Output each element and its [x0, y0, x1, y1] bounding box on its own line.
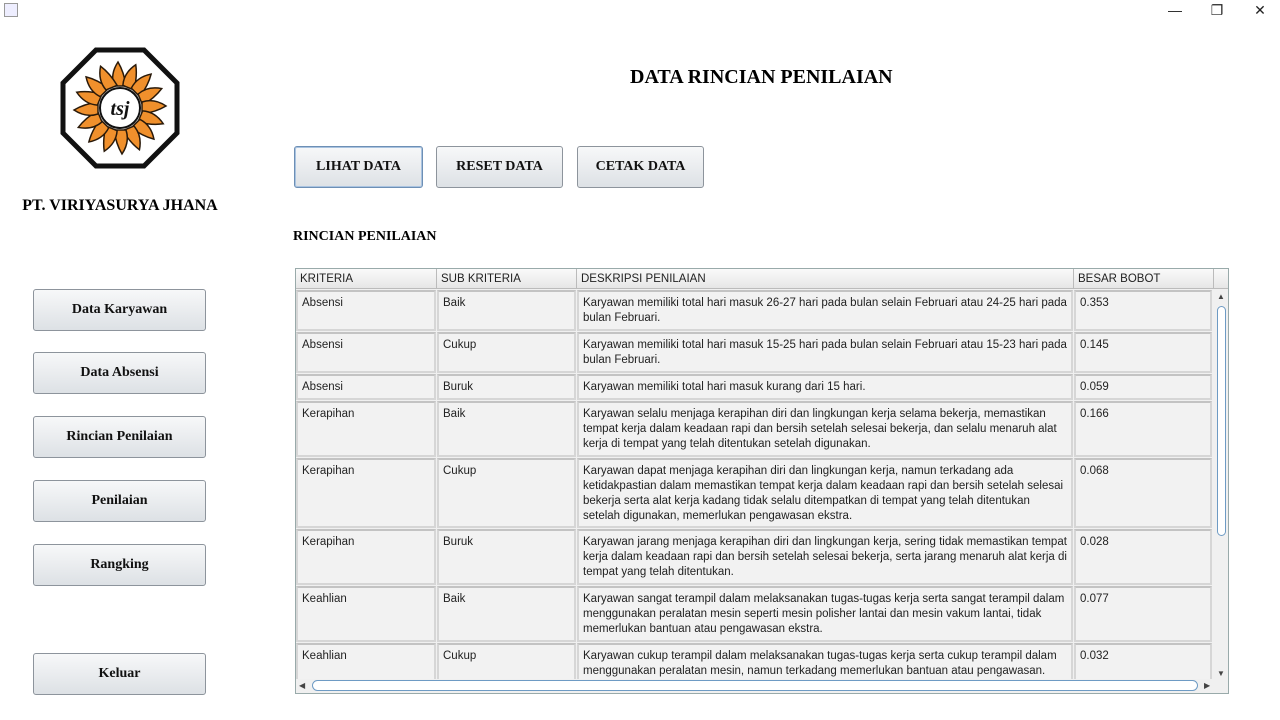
- page-title: DATA RINCIAN PENILAIAN: [630, 66, 893, 88]
- table-body: [296, 290, 1214, 680]
- table-row[interactable]: [296, 586, 1214, 642]
- criteria-table: [295, 268, 1229, 694]
- cell-sub-kriteria[interactable]: Baik: [437, 290, 576, 331]
- svg-text:tsj: tsj: [110, 98, 130, 120]
- column-header-sub-kriteria[interactable]: SUB KRITERIA: [437, 269, 577, 288]
- column-header-deskripsi[interactable]: DESKRIPSI PENILAIAN: [577, 269, 1074, 288]
- minimize-button[interactable]: —: [1168, 2, 1182, 18]
- cell-bobot[interactable]: 0.353: [1074, 290, 1212, 331]
- scroll-down-icon[interactable]: ▼: [1217, 669, 1225, 678]
- cell-sub-kriteria[interactable]: Cukup: [437, 332, 576, 373]
- column-header-kriteria[interactable]: KRITERIA: [296, 269, 437, 288]
- cell-bobot[interactable]: 0.059: [1074, 374, 1212, 400]
- cell-kriteria[interactable]: Absensi: [296, 332, 436, 373]
- cell-kriteria[interactable]: Absensi: [296, 290, 436, 331]
- cell-bobot[interactable]: 0.166: [1074, 401, 1212, 457]
- cell-deskripsi[interactable]: Karyawan jarang menjaga kerapihan diri dan lingkungan kerja, sering tidak memastikan tempat kerja dalam keadaan rapi dan bersih setelah selesai bekerja, serta jarang menaruh alat kerja di tempat yang telah ditentukan.: [577, 529, 1073, 585]
- table-row[interactable]: [296, 401, 1214, 457]
- table-row[interactable]: [296, 529, 1214, 585]
- vertical-scroll-thumb[interactable]: [1217, 306, 1226, 536]
- scroll-up-icon[interactable]: ▲: [1217, 292, 1225, 301]
- column-header-bobot[interactable]: BESAR BOBOT: [1074, 269, 1214, 288]
- cell-kriteria[interactable]: Kerapihan: [296, 401, 436, 457]
- sidebar-item-data-absensi[interactable]: Data Absensi: [33, 352, 206, 394]
- cell-bobot[interactable]: 0.032: [1074, 643, 1212, 680]
- table-row[interactable]: [296, 643, 1214, 680]
- scroll-right-icon[interactable]: ▶: [1204, 681, 1211, 690]
- table-header: [296, 269, 1228, 289]
- sidebar-item-rangking[interactable]: Rangking: [33, 544, 206, 586]
- cell-deskripsi[interactable]: Karyawan memiliki total hari masuk 26-27 hari pada bulan selain Februari atau 24-25 hari pada bulan Februari.: [577, 290, 1073, 331]
- cell-sub-kriteria[interactable]: Buruk: [437, 529, 576, 585]
- table-row[interactable]: [296, 374, 1214, 400]
- vertical-scrollbar[interactable]: [1214, 290, 1228, 680]
- cell-deskripsi[interactable]: Karyawan sangat terampil dalam melaksanakan tugas-tugas kerja serta sangat terampil dalam menggunakan peralatan mesin seperti mesin polisher lantai dan mesin vakum lantai, tidak memerlukan bantuan atau pengawasan ekstra.: [577, 586, 1073, 642]
- view-data-button[interactable]: LIHAT DATA: [294, 146, 423, 188]
- cell-deskripsi[interactable]: Karyawan memiliki total hari masuk 15-25 hari pada bulan selain Februari atau 15-23 hari pada bulan Februari.: [577, 332, 1073, 373]
- cell-sub-kriteria[interactable]: Baik: [437, 401, 576, 457]
- cell-sub-kriteria[interactable]: Cukup: [437, 458, 576, 528]
- sidebar-item-data-karyawan[interactable]: Data Karyawan: [33, 289, 206, 331]
- reset-data-button[interactable]: RESET DATA: [436, 146, 563, 188]
- cell-kriteria[interactable]: Kerapihan: [296, 458, 436, 528]
- scroll-left-icon[interactable]: ◀: [299, 681, 306, 690]
- java-app-icon: [4, 3, 18, 17]
- cell-sub-kriteria[interactable]: Baik: [437, 586, 576, 642]
- table-row[interactable]: [296, 332, 1214, 373]
- cell-kriteria[interactable]: Absensi: [296, 374, 436, 400]
- cell-deskripsi[interactable]: Karyawan dapat menjaga kerapihan diri dan lingkungan kerja, namun terkadang ada ketidakpastian dalam memastikan tempat kerja dalam keadaan rapi dan bersih setelah selesai bekerja serta alat kerja kadang tidak selalu ditempatkan di tempat yang telah ditentukan setelah digunakan, memerlukan pengawasan ekstra.: [577, 458, 1073, 528]
- close-button[interactable]: ✕: [1254, 2, 1266, 18]
- sidebar-item-penilaian[interactable]: Penilaian: [33, 480, 206, 522]
- cell-kriteria[interactable]: Kerapihan: [296, 529, 436, 585]
- cell-bobot[interactable]: 0.145: [1074, 332, 1212, 373]
- table-row[interactable]: [296, 458, 1214, 528]
- cell-kriteria[interactable]: Keahlian: [296, 643, 436, 680]
- cell-bobot[interactable]: 0.068: [1074, 458, 1212, 528]
- section-title: RINCIAN PENILAIAN: [293, 229, 437, 244]
- horizontal-scrollbar[interactable]: [296, 679, 1228, 693]
- cell-sub-kriteria[interactable]: Buruk: [437, 374, 576, 400]
- cell-kriteria[interactable]: Keahlian: [296, 586, 436, 642]
- cell-bobot[interactable]: 0.028: [1074, 529, 1212, 585]
- table-row[interactable]: [296, 290, 1214, 331]
- cell-deskripsi[interactable]: Karyawan selalu menjaga kerapihan diri dan lingkungan kerja selama bekerja, memastikan tempat kerja dalam keadaan rapi dan bersih setelah selesai bekerja, dan selalu menaruh alat kerja di tempat yang telah ditentukan setelah digunakan.: [577, 401, 1073, 457]
- company-name: PT. VIRIYASURYA JHANA: [22, 197, 218, 214]
- cell-bobot[interactable]: 0.077: [1074, 586, 1212, 642]
- restore-button[interactable]: ❐: [1210, 2, 1224, 18]
- sidebar-item-rincian-penilaian[interactable]: Rincian Penilaian: [33, 416, 206, 458]
- company-logo: [60, 47, 180, 169]
- print-data-button[interactable]: CETAK DATA: [577, 146, 704, 188]
- cell-sub-kriteria[interactable]: Cukup: [437, 643, 576, 680]
- cell-deskripsi[interactable]: Karyawan memiliki total hari masuk kurang dari 15 hari.: [577, 374, 1073, 400]
- horizontal-scroll-thumb[interactable]: [312, 680, 1198, 691]
- logout-button[interactable]: Keluar: [33, 653, 206, 695]
- cell-deskripsi[interactable]: Karyawan cukup terampil dalam melaksanakan tugas-tugas kerja serta cukup terampil dalam menggunakan peralatan mesin, namun terkadang memerlukan bantuan atau pengawasan.: [577, 643, 1073, 680]
